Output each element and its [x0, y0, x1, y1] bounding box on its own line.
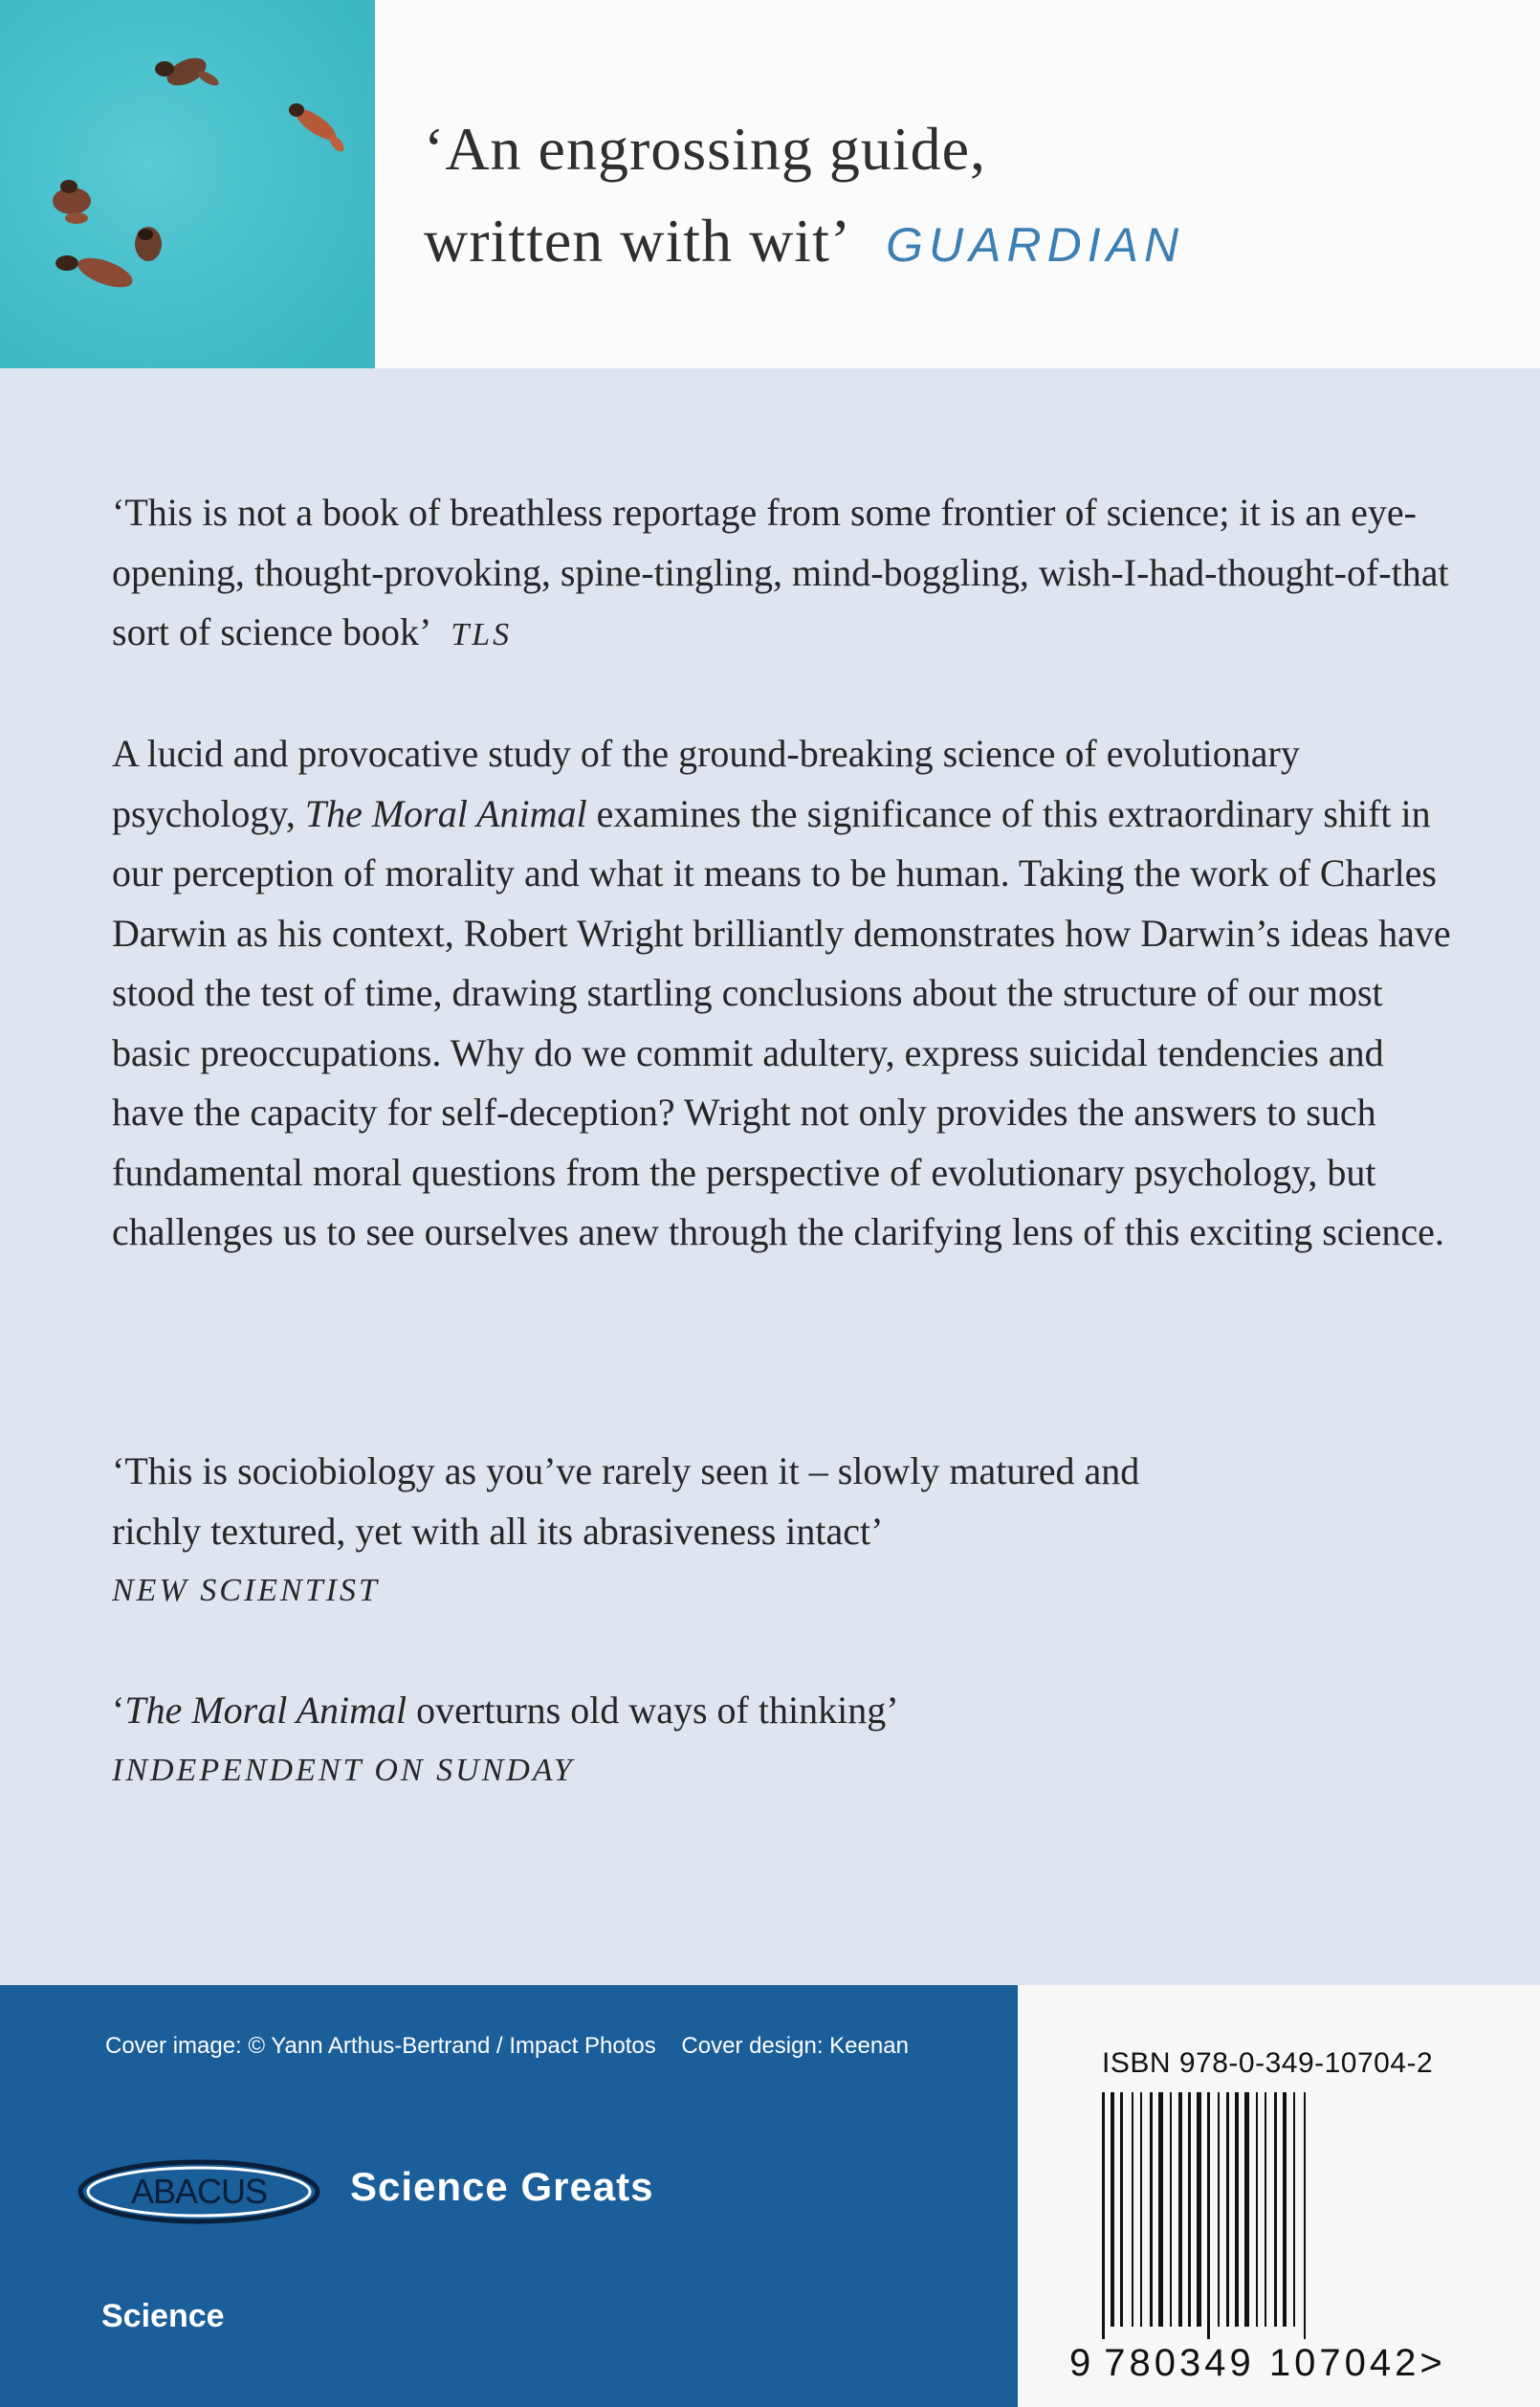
barcode-bar — [1256, 2092, 1258, 2327]
series-name: Science Greats — [350, 2164, 654, 2209]
quote-tls-source: TLS — [451, 617, 513, 652]
barcode-bar — [1218, 2092, 1220, 2327]
blurb — [112, 724, 1451, 1263]
abacus-logo — [77, 2158, 321, 2225]
barcode-bar — [1283, 2092, 1287, 2327]
quote-independent — [112, 1681, 1451, 1800]
barcode-number: 780349 107042 — [1104, 2342, 1420, 2384]
barcode-bars — [1100, 2092, 1454, 2341]
headline-quote — [424, 103, 1184, 291]
barcode-bar — [1111, 2092, 1114, 2327]
barcode-bar — [1158, 2092, 1163, 2327]
headline-quote-line2 — [424, 195, 1184, 291]
quote-tls — [112, 483, 1451, 666]
category-label: Science — [101, 2298, 225, 2334]
quote-new-scientist-source: NEW SCIENTIST — [112, 1573, 380, 1608]
barcode-bar — [1293, 2092, 1295, 2327]
quote-tls-text: ‘This is not a book of breathless reportage from some frontier of science; it is an eye-opening, thought-provoking, spine-tingling, mind-boggling, wish-I-had-thought-of-that sort of science book’ — [112, 491, 1449, 653]
barcode-digits — [1069, 2342, 1446, 2385]
barcode-bar — [1265, 2092, 1266, 2327]
barcode-bar — [1226, 2092, 1229, 2327]
barcode-bar — [1244, 2092, 1249, 2327]
quote-independent-open: ‘ — [112, 1689, 125, 1732]
headline-quote-source: GUARDIAN — [886, 218, 1185, 272]
blurb-book-title: The Moral Animal — [304, 791, 587, 835]
barcode-bar — [1140, 2092, 1142, 2327]
quote-independent-source: INDEPENDENT ON SUNDAY — [112, 1752, 575, 1788]
barcode — [1100, 2092, 1454, 2346]
quote-independent-rest: overturns old ways of thinking’ — [407, 1689, 899, 1732]
barcode-lead-digit: 9 — [1069, 2342, 1095, 2384]
quote-new-scientist-line1: ‘This is sociobiology as you’ve rarely seen it – slowly matured and — [112, 1449, 1140, 1492]
cover-image-credit: Cover image: © Yann Arthus-Bertrand / Impact Photos — [105, 2033, 656, 2059]
barcode-bar — [1235, 2092, 1239, 2327]
abacus-logo-text: ABACUS — [130, 2172, 268, 2211]
quote-new-scientist-line2: richly textured, yet with all its abrasiveness intact’ — [112, 1509, 884, 1553]
barcode-bar — [1188, 2092, 1191, 2327]
barcode-bar — [1120, 2092, 1123, 2327]
quote-new-scientist — [112, 1442, 1451, 1622]
blurb-intro: A lucid and provocative study of the ground-breaking science of evolutionary psychology, — [112, 732, 1300, 835]
isbn-text: ISBN 978-0-349-10704-2 — [1102, 2047, 1434, 2079]
quote-independent-book-title: The Moral Animal — [124, 1689, 407, 1732]
barcode-bar — [1102, 2092, 1105, 2339]
headline-quote-line2-text: written with wit’ — [424, 207, 852, 275]
barcode-bar — [1197, 2092, 1201, 2327]
barcode-bar — [1132, 2092, 1133, 2327]
barcode-bar — [1274, 2092, 1277, 2327]
swimmer-photo — [0, 0, 375, 368]
barcode-bar — [1304, 2092, 1306, 2339]
barcode-bar — [1150, 2092, 1153, 2327]
headline-quote-line1: ‘An engrossing guide, — [424, 115, 987, 183]
cover-design-credit: Cover design: Keenan — [681, 2033, 909, 2059]
barcode-bar — [1170, 2092, 1172, 2327]
barcode-bar — [1178, 2092, 1182, 2327]
cover-credits — [105, 2033, 928, 2060]
blurb-body: examines the significance of this extraordinary shift in our perception of morality and what it means to be human. Taking the work of Charles Darwin as his context, Robert Wright brilliantly demonstrates how Darwin’s ideas have stood the test of time, drawing startling conclusions about the structure of our most basic preoccupations. Why do we commit adultery, express suicidal tendencies and have the capacity for self-deception? Wright not only provides the answers to such fundamental moral questions from the perspective of evolutionary psychology, but challenges us to see ourselves anew through the clarifying lens of this exciting science. — [112, 791, 1451, 1253]
barcode-arrow: > — [1419, 2342, 1446, 2384]
quote-independent-text — [112, 1681, 1451, 1741]
barcode-bar — [1207, 2092, 1210, 2339]
